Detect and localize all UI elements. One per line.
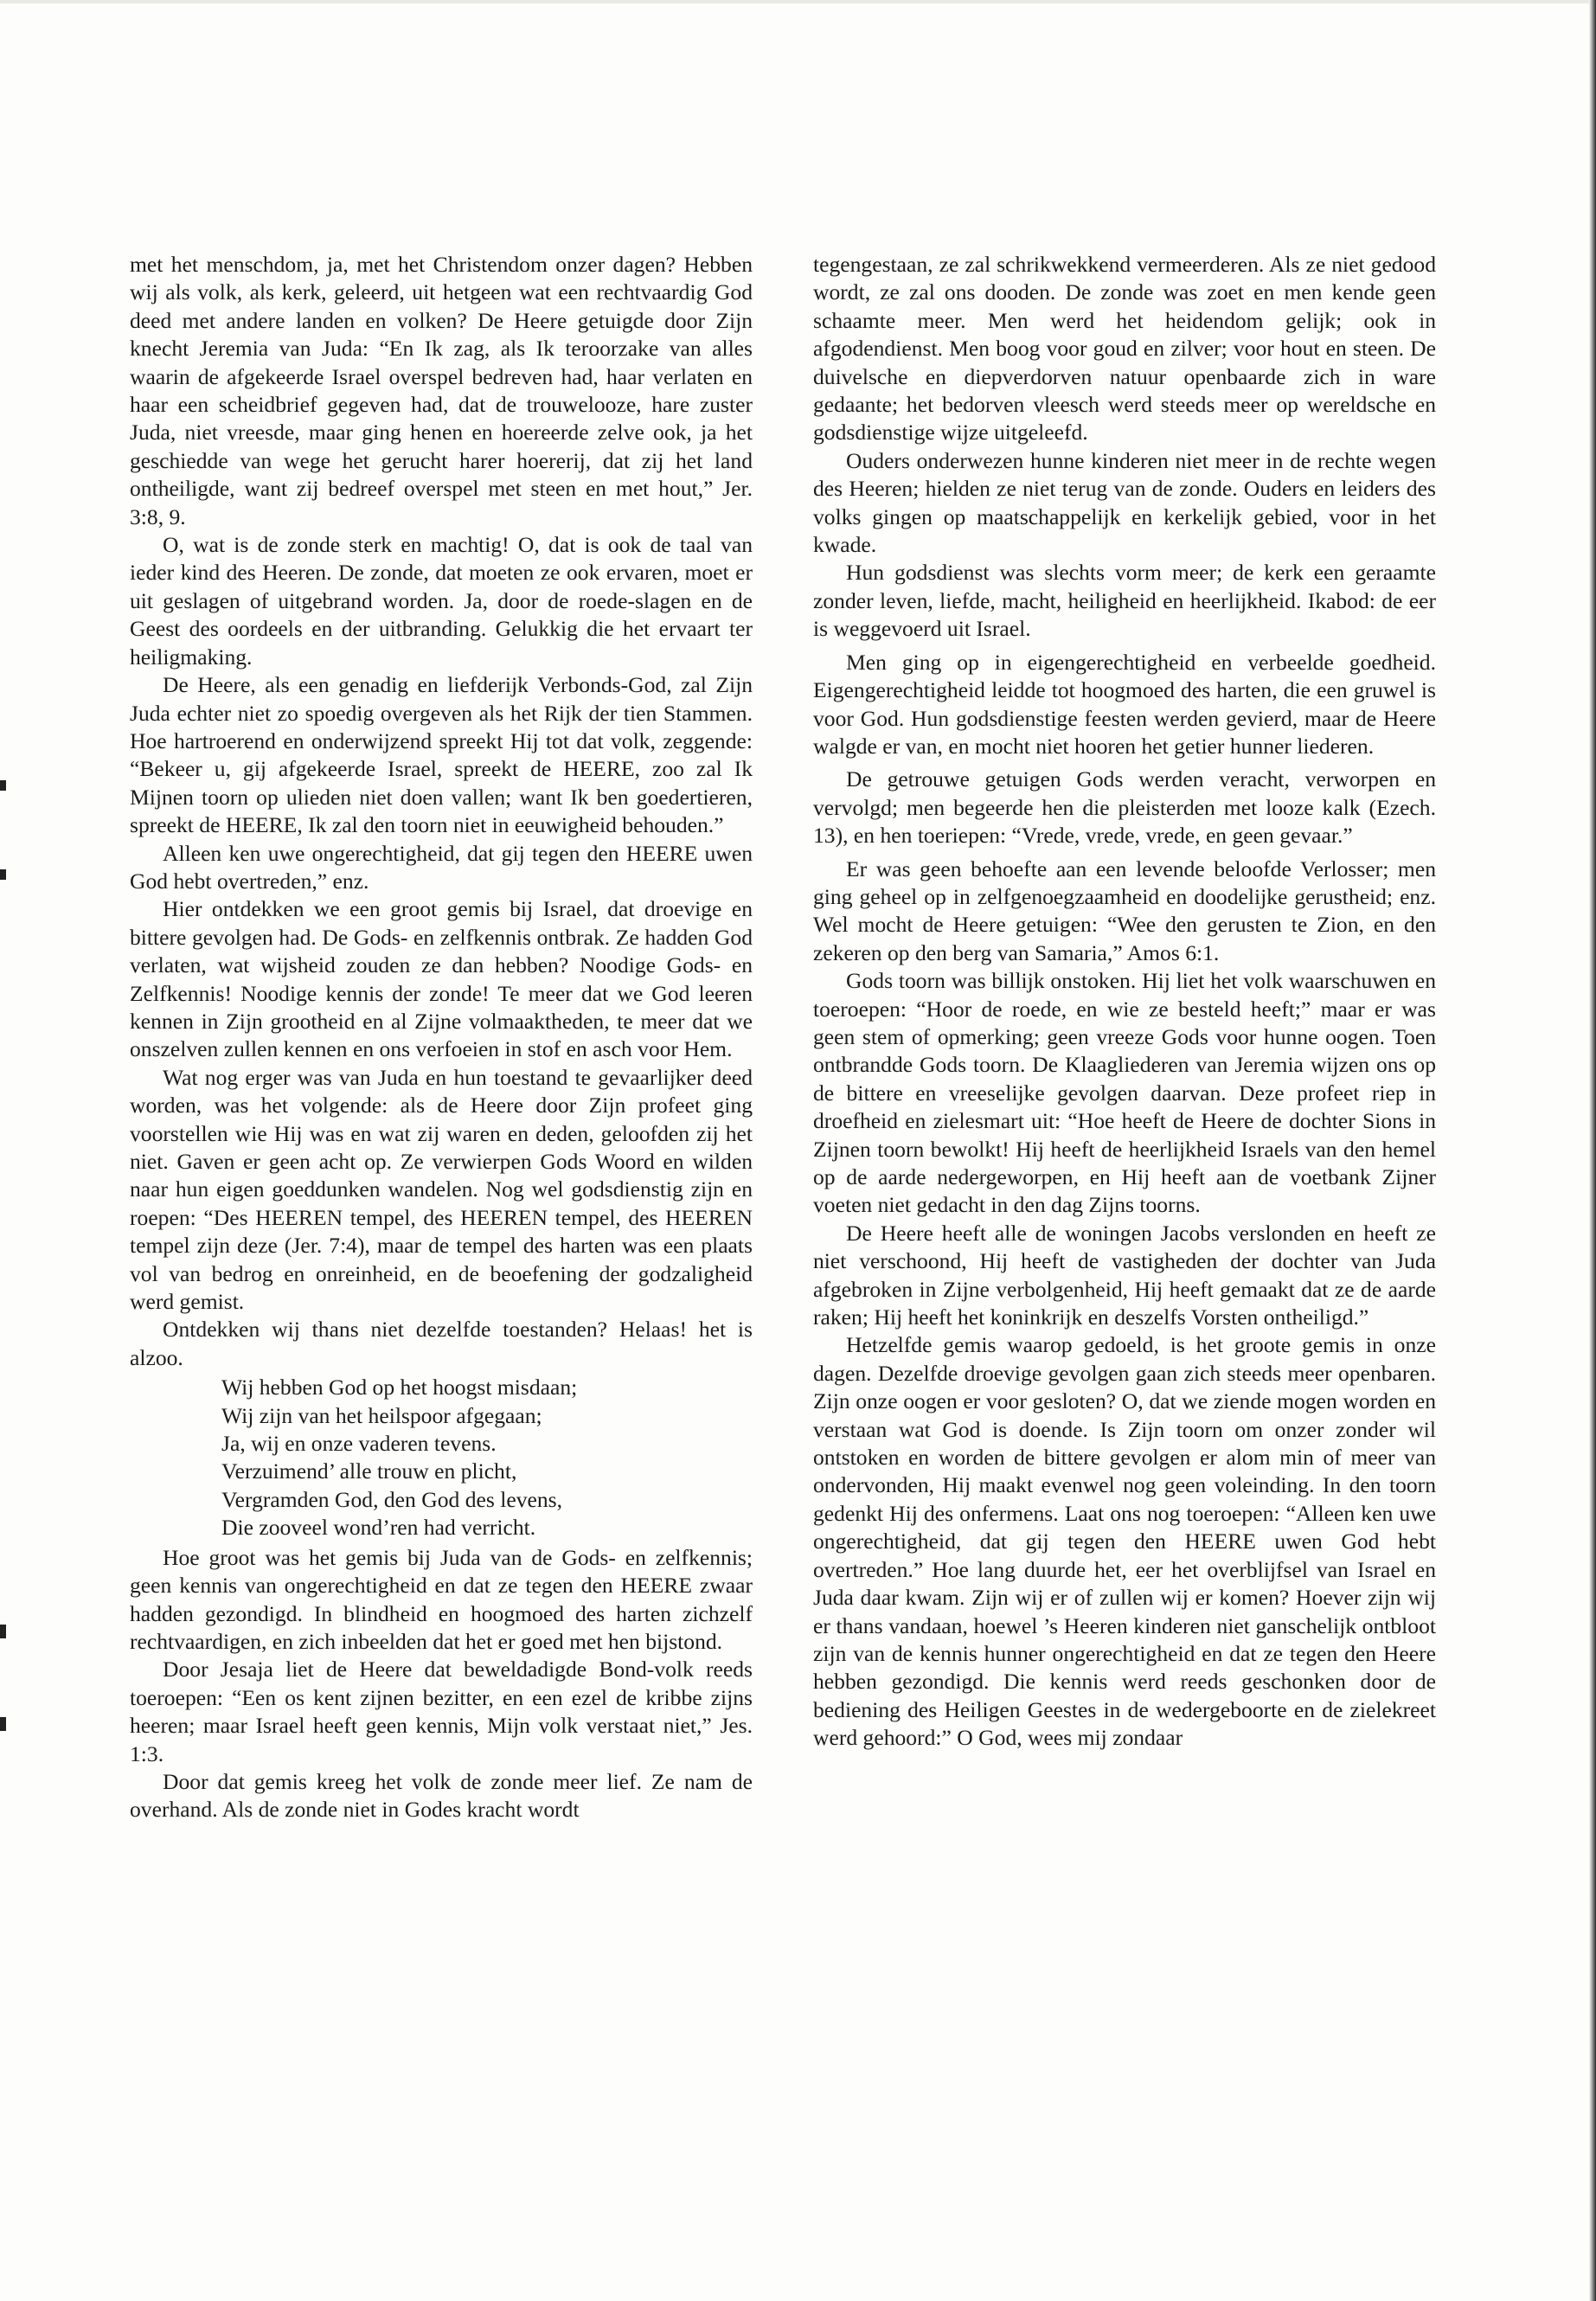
paragraph: tegengestaan, ze zal schrikwekkend vermeerderen. Als ze niet gedood wordt, ze zal ons dooden. De zonde was zoet en men kende geen schaamte meer. Men werd het heidendom gelijk; ook in afgodendienst. Men boog voor goud en zilver; voor hout en steen. De duivelsche en diepverdorven natuur openbaarde zich in ware gedaante; het bedorven vleesch werd steeds meer op wereldsche en godsdienstige wijze uitgeleefd.	[813, 252, 1436, 445]
page-right-edge	[1589, 0, 1596, 2301]
binding-mark	[0, 1625, 6, 1638]
page-top-edge	[0, 0, 1596, 3]
paragraph: Door Jesaja liet de Heere dat beweldadigde Bond-volk reeds toeroepen: “Een os kent zijnen bezitter, en een ezel de kribbe zijns heeren; maar Israel heeft geen kennis, Mijn volk verstaat niet,” Jes. 1:3.	[130, 1657, 753, 1766]
poem-line: Wij zijn van het heilspoor afgegaan;	[221, 1402, 542, 1428]
paragraph: met het menschdom, ja, met het Christendom onzer dagen? Hebben wij als volk, als kerk, geleerd, uit hetgeen wat een rechtvaardig God deed met andere landen en volken? De Heere getuigde door Zijn knecht Jeremia van Juda: “En Ik zag, als Ik teroorzake van alles waarin de afgekeerde Israel overspel bedreven had, haar verlaten en haar een scheidbrief gegeven had, dat de trouwelooze, hare zuster Juda, niet vreesde, maar ging henen en hoereerde zelve ook, ja het geschiedde van wege het gerucht harer hoererij, dat zij het land ontheiligde, want zij bedreef overspel met steen en met hout,” Jer. 3:8, 9.	[130, 252, 753, 529]
paragraph: De Heere, als een genadig en liefderijk Verbonds-God, zal Zijn Juda echter niet zo spoedig overgeven als het Rijk der tien Stammen. Hoe hartroerend en onderwijzend spreekt Hij tot dat volk, zeggende: “Bekeer u, gij afgekeerde Israel, spreekt de HEERE, zoo zal Ik Mijnen toorn op ulieden niet doen vallen; want Ik ben goedertieren, spreekt de HEERE, Ik zal den toorn niet in eeuwigheid behouden.”	[130, 672, 753, 838]
poem-line: Ja, wij en onze vaderen tevens.	[221, 1431, 497, 1457]
poem-line: Wij hebben God op het hoogst misdaan;	[221, 1375, 578, 1400]
right-column	[813, 251, 1436, 1753]
poem-line: Die zooveel wond’ren had verricht.	[221, 1515, 536, 1541]
paragraph: Gods toorn was billijk onstoken. Hij liet het volk waarschuwen en toeroepen: “Hoor de roede, en wie ze besteld heeft;” maar er was geen stem of opmerking; geen vreeze Gods voor hunne oogen. Toen ontbrandde Gods toorn. De Klaagliederen van Jeremia wijzen ons op de bittere en vreeselijke gevolgen daarvan. Deze profeet riep in droefheid en zielesmart uit: “Hoe heeft de Heere de dochter Sions in Zijnen toorn bewolkt! Hij heeft de heerlijkheid Israels van den hemel op de aarde nedergeworpen, en Hij heeft aan de voetbank Zijner voeten niet gedacht in den dag Zijns toorns.	[813, 968, 1436, 1218]
paragraph: Er was geen behoefte aan een levende beloofde Verlosser; men ging geheel op in zelfgenoegzaamheid en doodelijke gerustheid; enz. Wel mocht de Heere getuigen: “Wee den gerusten te Zion, en den zekeren op den berg van Samaria,” Amos 6:1.	[813, 856, 1436, 965]
binding-mark	[0, 780, 6, 791]
binding-mark	[0, 869, 6, 880]
poem	[221, 1374, 753, 1541]
paragraph: Hun godsdienst was slechts vorm meer; de kerk een geraamte zonder leven, liefde, macht, heiligheid en heerlijkheid. Ikabod: de eer is weggevoerd uit Israel.	[813, 560, 1436, 642]
poem-line: Vergramden God, den God des levens,	[221, 1486, 563, 1512]
paragraph: O, wat is de zonde sterk en machtig! O, dat is ook de taal van ieder kind des Heeren. De zonde, dat moeten ze ook ervaren, moet er uit geslagen of uitgebrand worden. Ja, door de roede-slagen en de Geest des oordeels en der uitbranding. Gelukkig die het ervaart ter heiligmaking.	[130, 532, 753, 670]
paragraph: De getrouwe getuigen Gods werden veracht, verworpen en vervolgd; men begeerde hen die pleisterden met looze kalk (Ezech. 13), en hen toeriepen: “Vrede, vrede, vrede, en geen gevaar.”	[813, 766, 1436, 849]
paragraph: Hoe groot was het gemis bij Juda van de Gods- en zelfkennis; geen kennis van ongerechtigheid en dat ze tegen den HEERE zwaar hadden gezondigd. In blindheid en hoogmoed des harten zichzelf rechtvaardigen, en zich inbeelden dat het er goed met hen bijstond.	[130, 1544, 753, 1654]
poem-line: Verzuimend’ alle trouw en plicht,	[221, 1458, 517, 1484]
binding-mark	[0, 1717, 6, 1731]
left-column	[130, 251, 753, 1824]
paragraph: Ouders onderwezen hunne kinderen niet meer in de rechte wegen des Heeren; hielden ze niet terug van de zonde. Ouders en leiders des volks gingen op maatschappelijk en kerkelijk gebied, voor in het kwade.	[813, 447, 1436, 558]
paragraph: Wat nog erger was van Juda en hun toestand te gevaarlijker deed worden, was het volgende: als de Heere door Zijn profeet ging voorstellen wie Hij was en wat zij waren en deden, geloofden zij het niet. Gaven er geen acht op. Ze verwierpen Gods Woord en wilden naar hun eigen goeddunken wandelen. Nog wel godsdienstig zijn en roepen: “Des HEEREN tempel, des HEEREN tempel, des HEEREN tempel zijn deze (Jer. 7:4), maar de tempel des harten was een plaats vol van bedrog en onreinheid, en de beoefening der godzaligheid werd gemist.	[130, 1064, 753, 1315]
paragraph: Hetzelfde gemis waarop gedoeld, is het groote gemis in onze dagen. Dezelfde droevige gevolgen gaan zich steeds meer openbaren. Zijn onze oogen er voor gesloten? O, dat we ziende mogen worden en verstaan wat God is doende. Is Zijn toorn om onzer zonder wil ontstoken en worden de bittere gevolgen er alom min of meer van ondervonden, Hij maakt evenwel nog geen voleinding. In den toorn gedenkt Hij des onfermens. Laat ons nog toeroepen: “Alleen ken uwe ongerechtigheid, dat gij tegen den HEERE uwen God hebt overtreden.” Hoe lang duurde het, eer het overblijfsel van Israel en Juda daar kwam. Zijn wij er of zullen wij er komen? Hoever zijn wij er thans vandaan, hoewel ’s Heeren kinderen niet ganschelijk ontbloot zijn van de kennis hunner ongerechtigheid en dat ze tegen den Heere hebben gezondigd. Die kennis werd reeds geschonken door de bediening des Heiligen Geestes in de wedergeboorte en de zielekreet werd gehoord:” O God, wees mij zondaar	[813, 1332, 1436, 1751]
paragraph: De Heere heeft alle de woningen Jacobs verslonden en heeft ze niet verschoond, Hij heeft de vastigheden der dochter van Juda afgebroken in Zijne verbolgenheid, Hij heeft gemaakt dat ze de aarde raken; Hij heeft het koninkrijk en deszelfs Vorsten ontheiligd.”	[813, 1220, 1436, 1330]
paragraph: Men ging op in eigengerechtigheid en verbeelde goedheid. Eigengerechtigheid leidde tot hoogmoed des harten, die een gruwel is voor God. Hun godsdienstige feesten werden gevierd, maar de Heere walgde er van, en mocht niet hooren het getier hunner liederen.	[813, 649, 1436, 759]
paragraph: Door dat gemis kreeg het volk de zonde meer lief. Ze nam de overhand. Als de zonde niet in Godes kracht wordt	[130, 1768, 753, 1823]
paragraph: Ontdekken wij thans niet dezelfde toestanden? Helaas! het is alzoo.	[130, 1317, 753, 1370]
paragraph: Alleen ken uwe ongerechtigheid, dat gij tegen den HEERE uwen God hebt overtreden,” enz.	[130, 840, 753, 894]
paragraph: Hier ontdekken we een groot gemis bij Israel, dat droevige en bittere gevolgen had. De Gods- en zelfkennis ontbrak. Ze hadden God verlaten, wat wijsheid zouden ze dan hebben? Noodige Gods- en Zelfkennis! Noodige kennis der zonde! Te meer dat we God leeren kennen in Zijn grootheid en al Zijne volmaaktheden, te meer dat we onszelven zullen kennen en ons verfoeien in stof en asch voor Hem.	[130, 896, 753, 1062]
